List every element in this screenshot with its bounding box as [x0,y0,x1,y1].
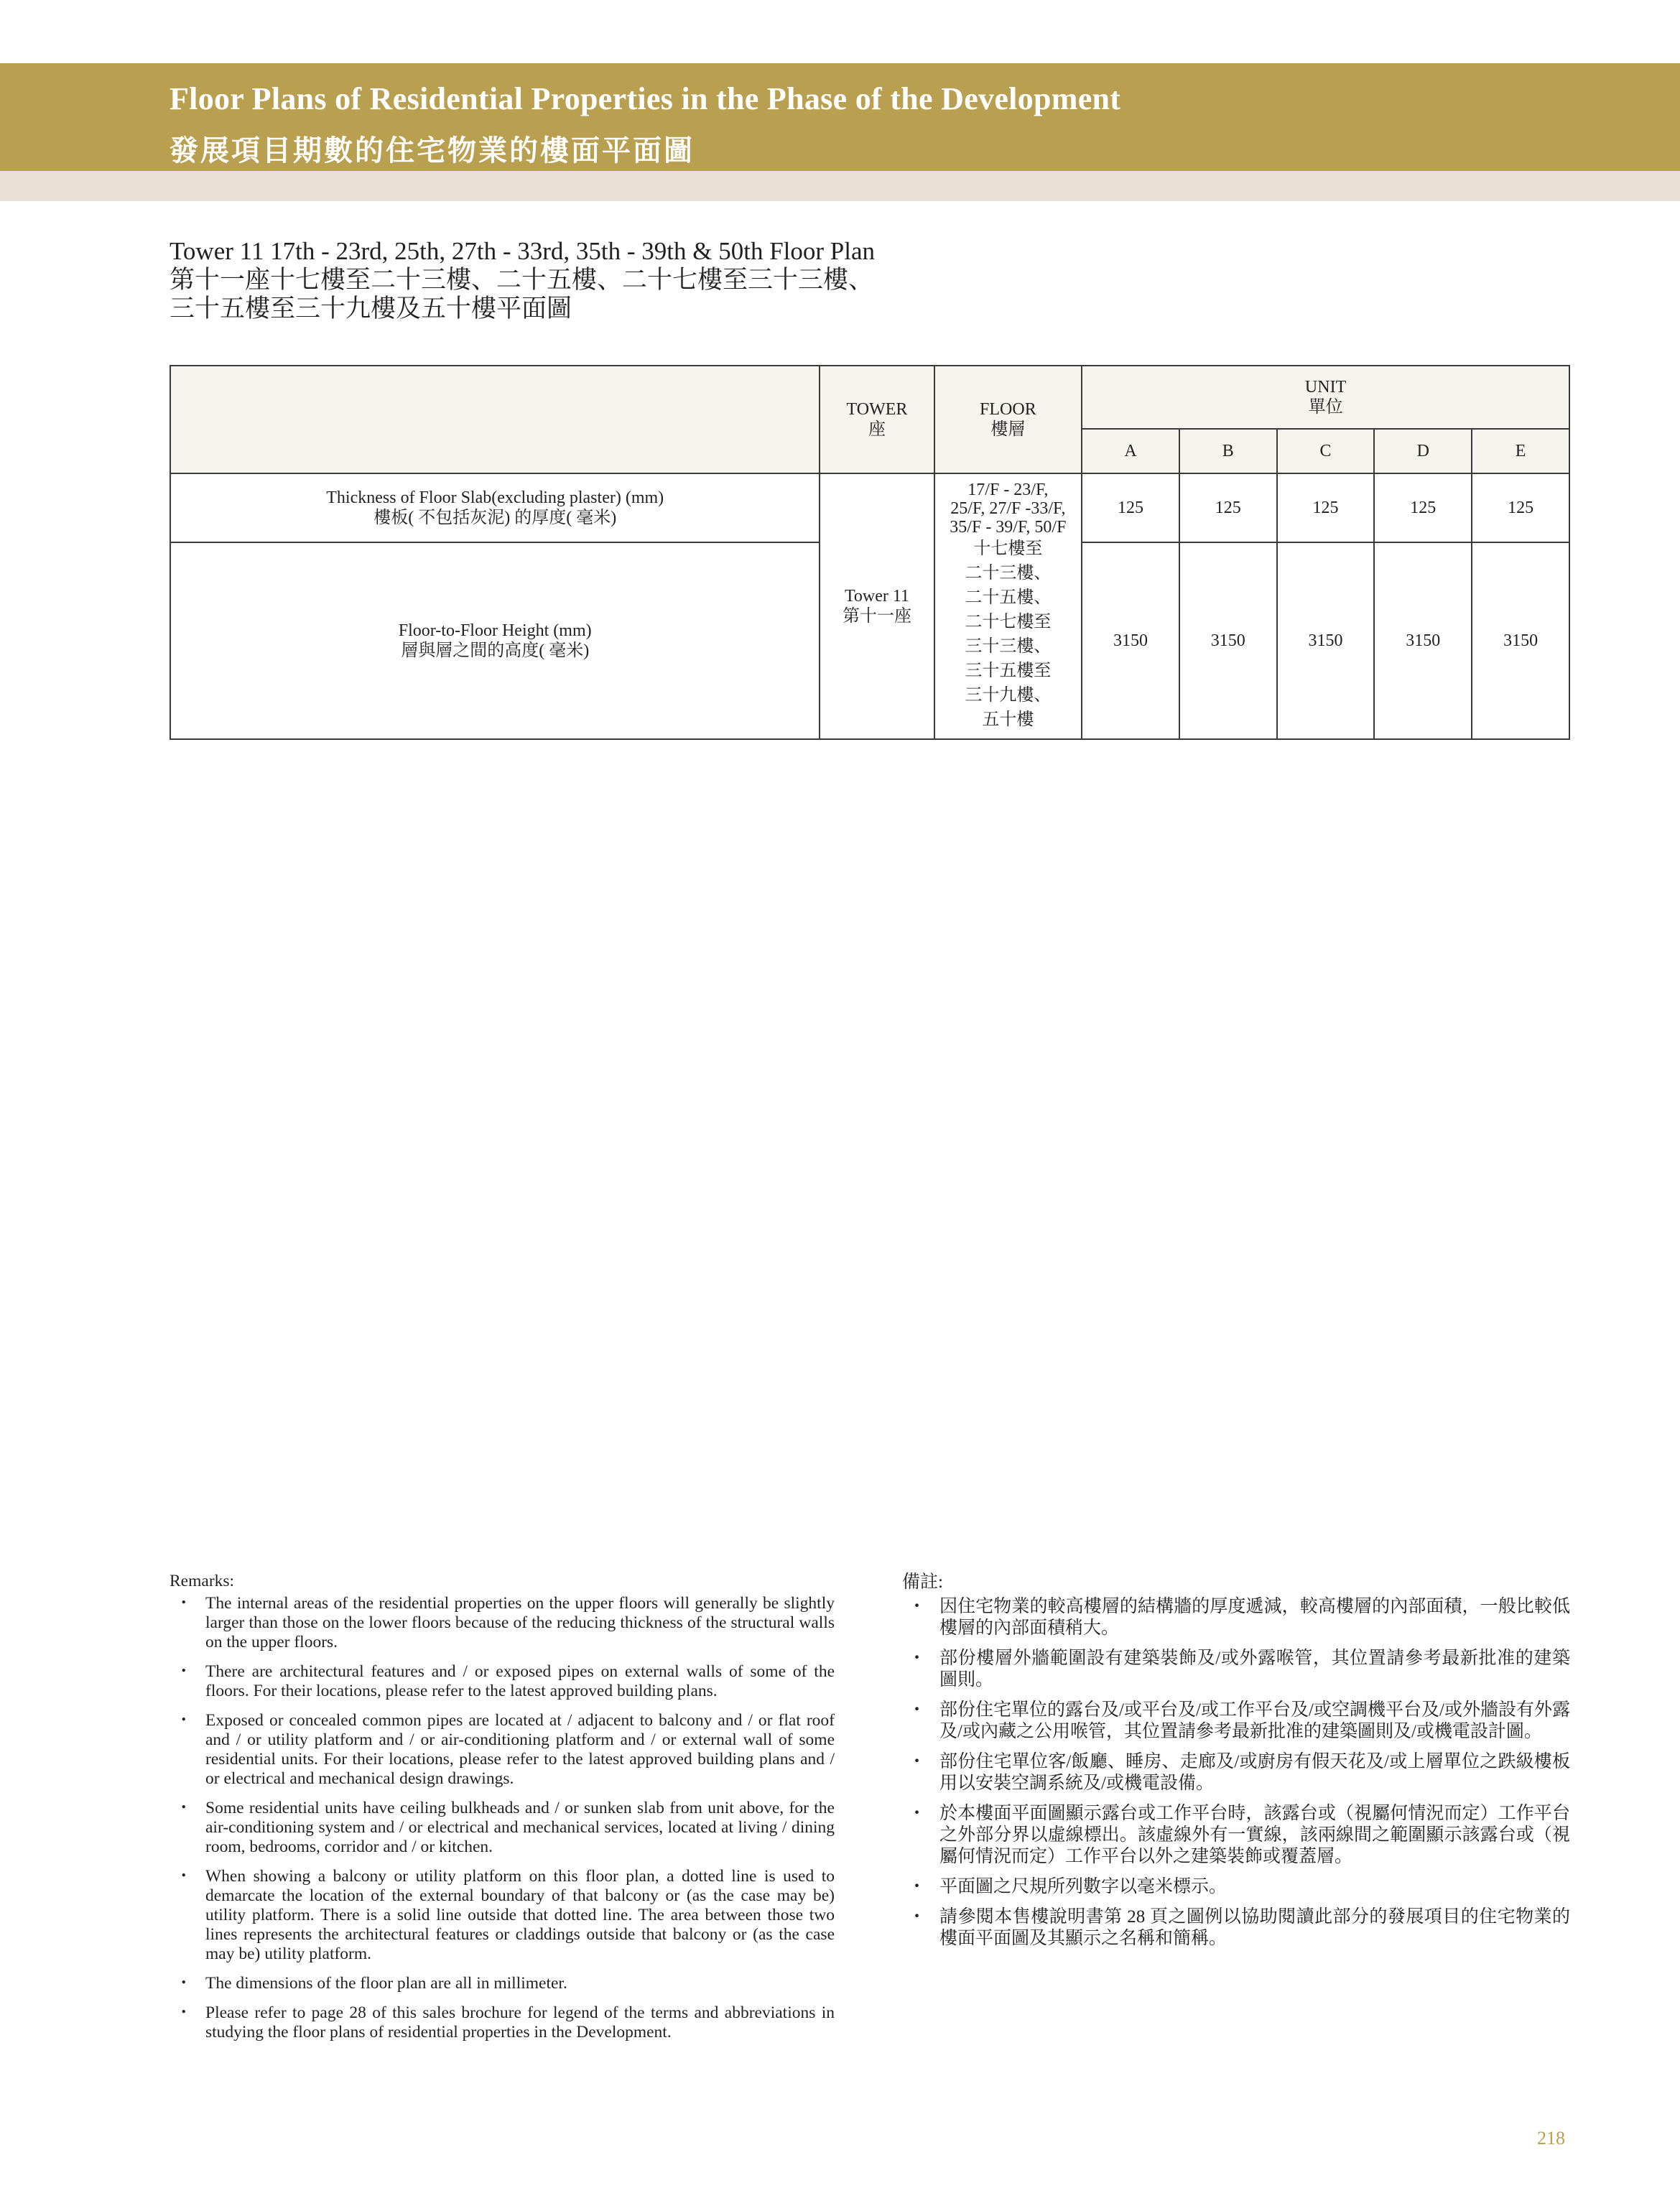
tower-header [820,366,934,473]
table-cell: 125 [1374,473,1472,542]
tower-value-zh: 第十一座 [842,607,911,626]
remark-item [170,1799,835,1857]
plan-title-zh-line1: 第十一座十七樓至二十三樓、二十五樓、二十七樓至三十三樓、 [170,266,874,294]
floor-cell [934,473,1082,739]
floor-line: 三十三樓、 [965,637,1052,656]
remark-item [902,1906,1570,1950]
remark-text: Exposed or concealed common pipes are located at / adjacent to balcony and / or flat roof and / or utility platform and / or air-conditioning platform and / or external wall of some residential units. For their locations, please refer to the latest approved building plans and / or electrical and mechanical design drawings. [205,1711,835,1788]
remark-text: 平面圖之尺規所列數字以毫米標示。 [939,1877,1227,1896]
section-title-zh: 發展項目期數的住宅物業的樓面平面圖 [170,134,695,167]
remark-item [170,2003,835,2042]
tower-header-zh: 座 [868,420,886,439]
table-cell: 125 [1179,473,1277,542]
floor-line: 三十五樓至 [965,662,1052,680]
row-label-slab-thickness [170,473,820,542]
remark-text: 請參閱本售樓說明書第 28 頁之圖例以協助閱讀此部分的發展項目的住宅物業的樓面平面圖及其顯示之名稱和簡稱。 [939,1907,1570,1948]
bullet-icon: ・ [175,1594,192,1613]
plan-title [170,237,875,323]
bullet-icon: ・ [175,2003,192,2022]
floor-spec-table [170,365,1570,740]
floor-line: 35/F - 39/F, 50/F [950,518,1067,537]
unit-header [1082,366,1569,429]
table-cell: 125 [1082,473,1179,542]
table-cell: 3150 [1374,542,1472,739]
bullet-icon: ・ [175,1662,192,1681]
floor-line: 三十九樓、 [965,686,1052,705]
bullet-icon: ・ [175,1799,192,1817]
unit-header-zh: 單位 [1308,398,1343,417]
floor-value-zh [938,537,1079,732]
unit-label: A [1082,429,1179,473]
table-cell: 3150 [1472,542,1569,739]
bullet-icon: ・ [908,1649,927,1668]
unit-label: D [1374,429,1472,473]
remark-text: Please refer to page 28 of this sales brochure for legend of the terms and abbreviations in studying the floor plans of residential properties in the Development. [205,2003,835,2042]
remark-text: When showing a balcony or utility platform on this floor plan, a dotted line is used to demarcate the location of the external boundary of that balcony or (as the case may be) utility platform. There is a solid line outside that dotted line. The area between those two lines represents the architectural features or claddings outside that balcony or (as the case may be) utility platform. [205,1867,835,1963]
remark-text: 部份住宅單位的露台及/或平台及/或工作平台及/或空調機平台及/或外牆設有外露及/或內藏之公用喉管，其位置請參考最新批准的建築圖則及/或機電設計圖。 [939,1700,1570,1741]
remark-item [902,1648,1570,1691]
remark-item [170,1867,835,1964]
remarks-list-zh [902,1596,1570,1950]
remark-item [170,1662,835,1701]
row-label-zh: 層與層之間的高度( 毫米) [401,641,590,660]
plan-title-zh-line2: 三十五樓至三十九樓及五十樓平面圖 [170,295,572,323]
floor-header-zh: 樓層 [990,420,1026,439]
header-subband [0,171,1680,201]
floor-line: 25/F, 27/F -33/F, [950,499,1066,518]
bullet-icon: ・ [175,1867,192,1886]
remark-item [902,1596,1570,1639]
row-label-en: Floor-to-Floor Height (mm) [398,621,592,640]
floor-header-en: FLOOR [980,400,1036,419]
unit-label: E [1472,429,1569,473]
remark-item [170,1711,835,1789]
remark-item [902,1876,1570,1898]
floor-value-en [938,481,1079,537]
floor-line: 17/F - 23/F, [967,481,1049,499]
floor-line: 二十七樓至 [965,613,1052,631]
remark-text: Some residential units have ceiling bulkheads and / or sunken slab from unit above, for the air-conditioning system and / or electrical and mechanical services, located at living / dining room, bedrooms, corridor and / or kitchen. [205,1799,835,1856]
floor-line: 十七樓至 [973,539,1043,558]
remark-text: There are architectural features and / or exposed pipes on external walls of some of the floors. For their locations, please refer to the latest approved building plans. [205,1662,835,1700]
row-label-floor-height [170,542,820,739]
remark-text: The internal areas of the residential properties on the upper floors will generally be slightly larger than those on the lower floors because of the reducing thickness of the structural walls on the upper floors. [205,1594,835,1651]
table-corner-cell [170,366,820,473]
bullet-icon: ・ [175,1974,192,1993]
table-cell: 3150 [1082,542,1179,739]
bullet-icon: ・ [908,1752,927,1771]
bullet-icon: ・ [908,1907,927,1927]
table-cell: 3150 [1179,542,1277,739]
bullet-icon: ・ [908,1877,927,1896]
floor-line: 二十五樓、 [965,588,1052,607]
tower-header-en: TOWER [846,400,908,419]
tower-cell [820,473,934,739]
floor-line: 二十三樓、 [965,564,1052,583]
remark-item [902,1700,1570,1743]
remark-text: 因住宅物業的較高樓層的結構牆的厚度遞減，較高樓層的內部面積，一般比較低樓層的內部面積稍大。 [939,1597,1570,1638]
table-cell: 3150 [1277,542,1375,739]
bullet-icon: ・ [175,1711,192,1730]
bullet-icon: ・ [908,1597,927,1616]
floor-line: 五十樓 [982,710,1034,729]
remarks-list-en [170,1594,835,2042]
remark-text: 部份住宅單位客/飯廳、睡房、走廊及/或廚房有假天花及/或上層單位之跌級樓板用以安裝空調系統及/或機電設備。 [939,1752,1570,1793]
unit-header-en: UNIT [1304,378,1347,397]
remarks-en [170,1572,835,2052]
remark-item [902,1803,1570,1868]
remark-text: The dimensions of the floor plan are all in millimeter. [205,1974,567,1993]
unit-label: B [1179,429,1277,473]
table-cell: 125 [1472,473,1569,542]
plan-title-en: Tower 11 17th - 23rd, 25th, 27th - 33rd, 35th - 39th & 50th Floor Plan [170,237,876,265]
table-cell: 125 [1277,473,1375,542]
remark-item [170,1594,835,1652]
bullet-icon: ・ [908,1804,927,1823]
page-number: 218 [1537,2128,1565,2149]
remark-text: 於本樓面平面圖顯示露台或工作平台時，該露台或（視屬何情況而定）工作平台之外部分界以虛線標出。該虛線外有一實線，該兩線間之範圍顯示該露台或（視屬何情況而定）工作平台以外之建築裝飾或覆蓋層。 [939,1804,1570,1866]
tower-value-en: Tower 11 [844,587,910,606]
remarks-title-zh: 備註: [902,1572,943,1592]
remark-item [170,1974,835,1993]
row-label-zh: 樓板( 不包括灰泥) 的厚度( 毫米) [373,509,617,527]
floor-header [934,366,1082,473]
remarks-zh [902,1572,1570,1958]
remark-text: 部份樓層外牆範圍設有建築裝飾及/或外露喉管，其位置請參考最新批准的建築圖則。 [939,1649,1570,1690]
row-label-en: Thickness of Floor Slab(excluding plaster) (mm) [326,488,664,507]
unit-label: C [1277,429,1375,473]
section-title-en: Floor Plans of Residential Properties in the Phase of the Development [170,81,1121,116]
remarks-title-en: Remarks: [170,1572,235,1590]
remark-item [902,1751,1570,1794]
bullet-icon: ・ [908,1700,927,1720]
